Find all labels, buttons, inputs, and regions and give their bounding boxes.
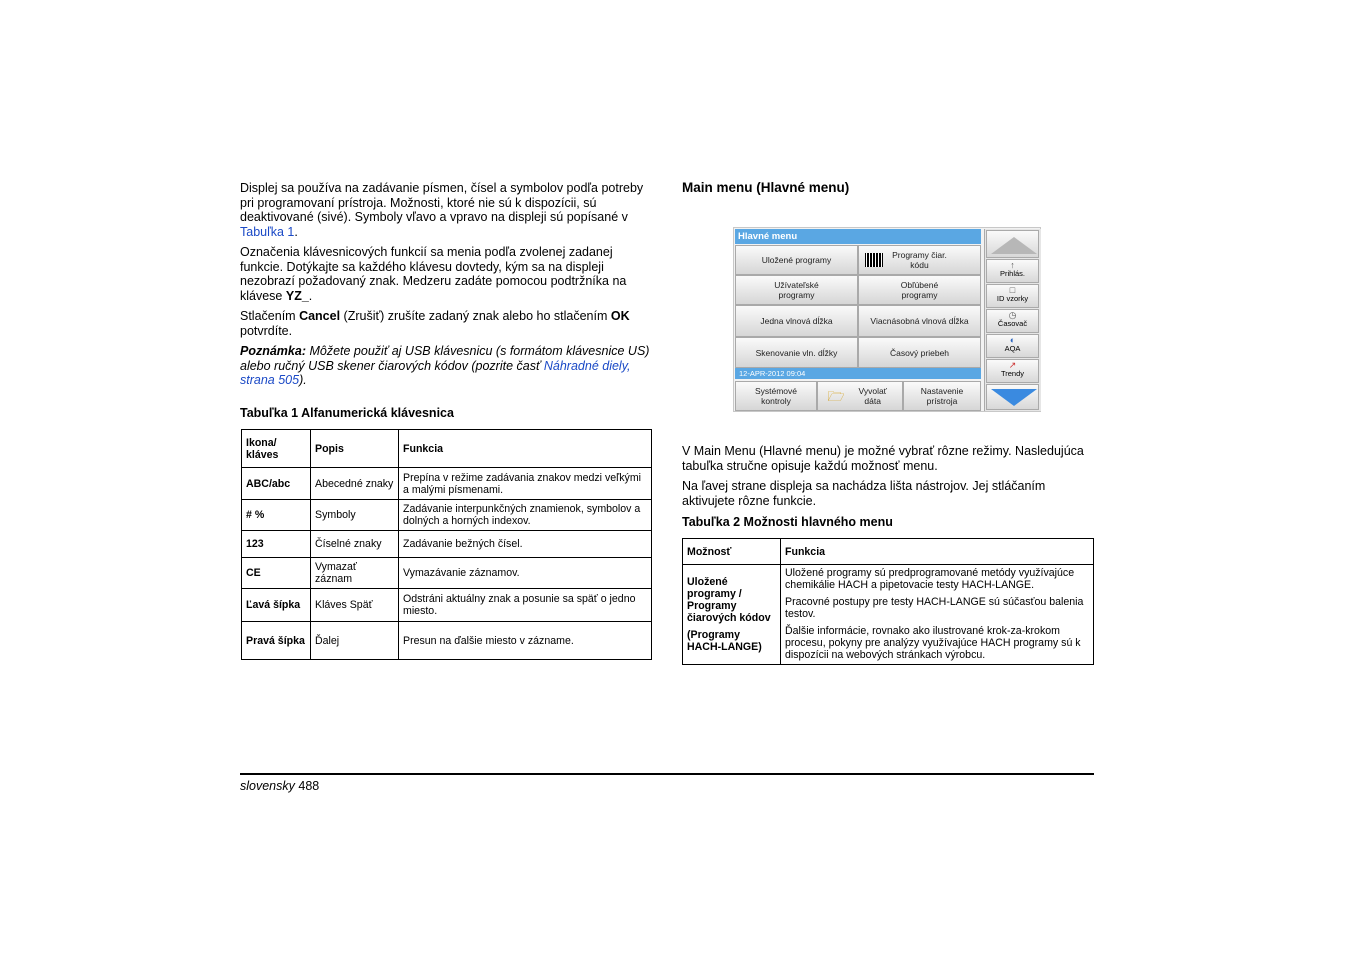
note: Poznámka: Môžete použiť aj USB klávesnicu (s formátom klávesnice US) alebo ručný USB skener čiarových kódov (pozrite časť Náhradné diely, strana 505). [240,344,650,387]
footer [240,779,319,793]
table2-caption: Tabuľka 2 Možnosti hlavného menu [682,515,893,529]
table1-keyboard [241,429,652,660]
datetime-bar: 12-APR-2012 09:04 [735,368,981,379]
btn-instrument-setup[interactable]: Nastavenie prístroja [903,381,981,411]
sample-icon: □ [1009,285,1016,295]
col-header-option: Možnosť [683,539,781,565]
btn-time-course[interactable]: Časový priebeh [858,337,981,368]
section-heading: Main menu (Hlavné menu) [682,180,850,195]
folder-icon: 🗁 [827,388,845,404]
trends-icon: ↗ [1008,360,1017,370]
table2-menu-options [682,538,1094,665]
btn-trends[interactable]: ↗ Trendy [986,359,1039,383]
table-row: ABC/abc Abecedné znaky Prepína v režime zadávania znakov medzi veľkými a malými písmenami. [242,468,652,500]
col-header-function: Funkcia [781,539,1094,565]
table-row: Ľavá šípka Kláves Späť Odstráni aktuálny znak a posunie sa späť o jedno miesto. [242,589,652,622]
btn-system-checks[interactable]: Systémové kontroly [735,381,817,411]
side-toolbar [984,229,1041,411]
btn-login[interactable]: ↑ Prihlás. [986,259,1039,283]
col-header-function: Funkcia [399,430,652,468]
left-column [240,181,652,388]
barcode-icon [865,253,883,267]
page-number: 488 [298,779,320,793]
btn-barcode-programs[interactable]: Programy čiar. kódu [858,245,981,275]
paragraph-cancel-ok: Stlačením Cancel (Zrušiť) zrušíte zadaný znak alebo ho stlačením OK potvrdíte. [240,309,630,338]
btn-single-wavelength[interactable]: Jedna vlnová dĺžka [735,305,858,337]
scroll-up-button[interactable] [986,230,1039,258]
table-row: # % Symboly Zadávanie interpunkčných znamienok, symbolov a dolných a horných indexov. [242,500,652,531]
footer-language: slovensky [240,779,295,793]
btn-timer[interactable]: ◷ Časovač [986,309,1039,333]
paragraph-main-menu: V Main Menu (Hlavné menu) je možné vybrať rôzne režimy. Nasledujúca tabuľka stručne opisuje každú možnosť menu. [682,444,1084,473]
table1-caption: Tabuľka 1 Alfanumerická klávesnica [240,406,454,420]
btn-aqa[interactable]: ◐ AQA [986,334,1039,358]
screen-title: Hlavné menu [735,229,981,244]
timer-icon: ◷ [1008,310,1017,320]
col-header-description: Popis [311,430,399,468]
link-table-1[interactable]: Tabuľka 1 [240,224,295,239]
arrow-down-icon [991,389,1037,406]
btn-user-programs[interactable]: Užívateľské programy [735,275,858,305]
btn-multi-wavelength[interactable]: Viacnásobná vlnová dĺžka [858,305,981,337]
btn-favorite-programs[interactable]: Obľúbené programy [858,275,981,305]
aqa-icon: ◐ [1009,335,1016,345]
footer-rule [240,773,1094,775]
table-header-row [242,430,652,468]
col-header-icon: Ikona/ kláves [242,430,311,468]
login-icon: ↑ [1010,260,1015,270]
table-header-row [683,539,1094,565]
btn-stored-programs[interactable]: Uložené programy [735,245,858,275]
table-row: Uložené programy / Programy čiarových kódov (Programy HACH-LANGE) Uložené programy sú predprogramované metódy využívajúce chemikálie HACH a pipetovacie testy HACH-LANGE. Pracovné postupy pre testy HACH-LANGE sú súčasťou balenia testov. Ďalšie informácie, rovnako ako ilustrované krok-za-krokom procesu, pokyny pre analýzy využívajúce HACH programy sú k dispozícii na webových stránkach výrobcu. [683,565,1094,665]
link-spare-parts[interactable]: Náhradné diely, strana 505 [240,358,631,387]
device-screen [733,227,1041,412]
table-row: 123 Číselné znaky Zadávanie bežných čísel. [242,531,652,558]
table-row: Pravá šípka Ďalej Presun na ďalšie miesto v zázname. [242,622,652,660]
table-row: CE Vymazať záznam Vymazávanie záznamov. [242,558,652,589]
btn-wavelength-scan[interactable]: Skenovanie vln. dĺžky [735,337,858,368]
arrow-up-icon [991,237,1037,254]
btn-sample-id[interactable]: □ ID vzorky [986,284,1039,308]
scroll-down-button[interactable] [986,384,1039,410]
paragraph-keyboard-functions: Označenia klávesnicových funkcií sa menia podľa zvolenej zadanej funkcie. Dotýkajte sa každého klávesu dovtedy, kým sa na displeji nezobrazí požadovaný znak. Medzeru zadáte pomocou podtržníka na klávese YZ_. [240,245,627,303]
paragraph-display: Displej sa používa na zadávanie písmen, čísel a symbolov podľa potreby pri programovaní prístroja. Možnosti, ktoré nie sú k dispozícii, sú deaktivované (sivé). Symboly vľavo a vpravo na displeji sú popísané v Tabuľka 1. [240,181,644,239]
right-text [682,444,1094,508]
btn-recall-data[interactable]: 🗁 Vyvolať dáta [817,381,903,411]
paragraph-toolbar: Na ľavej strane displeja sa nachádza lišta nástrojov. Jej stláčaním aktivujete rôzne funkcie. [682,479,1046,508]
